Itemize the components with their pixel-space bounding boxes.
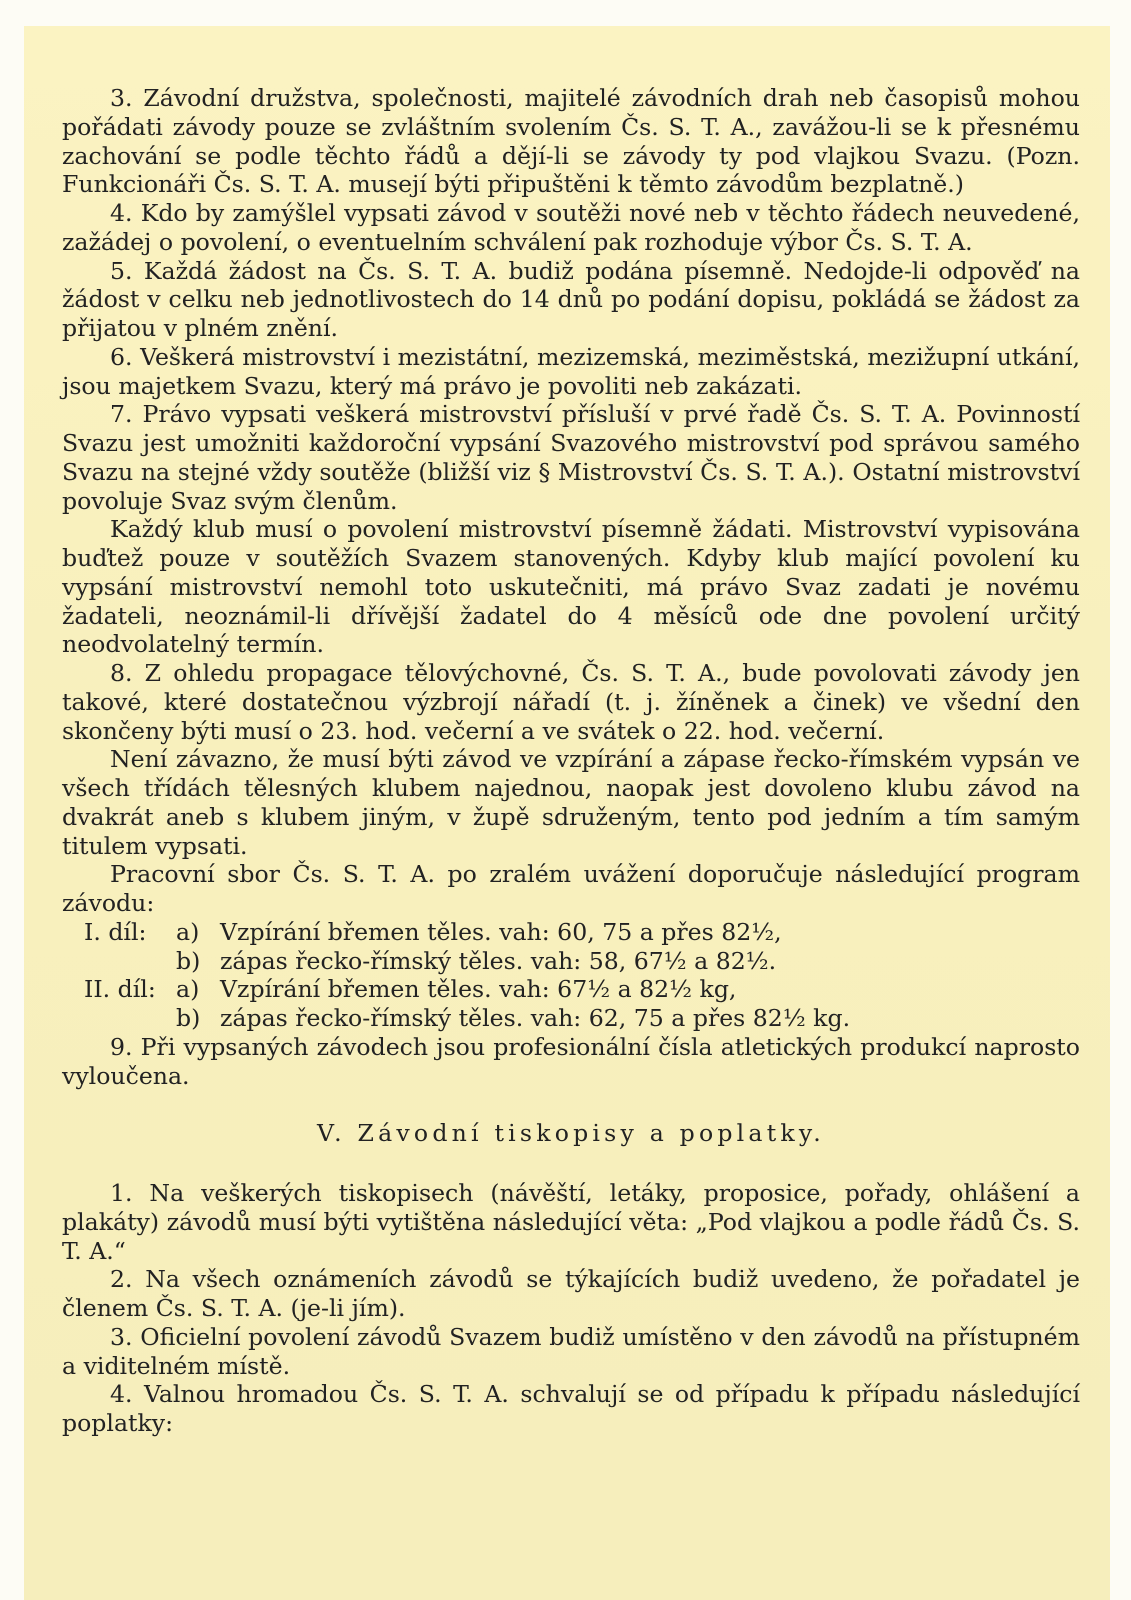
program-item-letter: b) — [176, 946, 201, 975]
program-line — [62, 947, 1080, 976]
paragraph-7-continued: Každý klub musí o povolení mistrovství písemně žádati. Mistrovství vypisována buďtež pouze v soutěžích Svazem stanovených. Kdyby klub mající povolení ku vypsání mistrovství nemohl toto uskutečniti, má právo Svaz zadati je novému žadateli, neoznámil-li dřívější žadatel do 4 měsíců ode dne povolení určitý neodvolatelný termín. — [62, 515, 1080, 659]
program-line — [62, 1004, 1080, 1033]
section-heading: V. Závodní tiskopisy a poplatky. — [317, 1119, 825, 1148]
program-list — [62, 918, 1080, 1033]
program-line — [62, 918, 1080, 947]
program-part-label: II. díl: — [84, 975, 156, 1004]
program-item-text: zápas řecko-římský těles. vah: 62, 75 a přes 82½ kg. — [220, 1004, 851, 1032]
paragraph-9: 9. Při vypsaných závodech jsou profesionální čísla atletických produkcí naprosto vyloučena. — [62, 1032, 1080, 1090]
paragraph-5: 5. Každá žádost na Čs. S. T. A. budiž podána písemně. Nedojde-li odpověď na žádost v celku neb jednotlivostech do 14 dnů po podání dopisu, pokládá se žádost za přijatou v plném znění. — [62, 256, 1080, 342]
book-page — [24, 26, 1110, 1600]
program-part-label: I. díl: — [84, 917, 147, 946]
paragraph-v1: 1. Na veškerých tiskopisech (návěští, letáky, proposice, pořady, ohlášení a plakáty) závodů musí býti vytištěna následující věta: „Pod vlajkou a podle řádů Čs. S. T. A.“ — [62, 1179, 1080, 1265]
program-line — [62, 975, 1080, 1004]
paragraph-v3: 3. Oficielní povolení závodů Svazem budiž umístěno v den závodů na přístupném a viditelném místě. — [62, 1322, 1080, 1380]
page-text — [62, 84, 1080, 1438]
paragraph-v2: 2. Na všech oznámeních závodů se týkajících budiž uvedeno, že pořadatel je členem Čs. S. T. A. (je-li jím). — [62, 1265, 1080, 1322]
program-item-text: Vzpírání břemen těles. vah: 67½ a 82½ kg, — [220, 975, 737, 1004]
paragraph-8: 8. Z ohledu propagace tělovýchovné, Čs. S. T. A., bude povolovati závody jen takové, které dostatečnou výzbrojí nářadí (t. j. žíněnek a činek) ve všední den skončeny býti musí o 23. hod. večerní a ve svátek o 22. hod. večerní. — [62, 659, 1080, 745]
program-item-letter: b) — [176, 1004, 201, 1032]
program-item-letter: a) — [176, 917, 200, 946]
program-intro: Pracovní sbor Čs. S. T. A. po zralém uvážení doporučuje následující program závodu: — [62, 860, 1080, 917]
paragraph-4: 4. Kdo by zamýšlel vypsati závod v soutěži nové neb v těchto řádech neuvedené, zažádej o povolení, o eventuelním schválení pak rozhoduje výbor Čs. S. T. A. — [62, 199, 1080, 256]
paragraph-7: 7. Právo vypsati veškerá mistrovství přísluší v prvé řadě Čs. S. T. A. Povinností Svazu jest umožniti každoroční vypsání Svazového mistrovství pod správou samého Svazu na stejné vždy soutěže (bližší viz § Mistrovství Čs. S. T. A.). Ostatní mistrovství povoluje Svaz svým členům. — [62, 400, 1080, 515]
program-item-text: Vzpírání břemen těles. vah: 60, 75 a přes 82½, — [220, 917, 782, 946]
paragraph-3: 3. Závodní družstva, společnosti, majitelé závodních drah neb časopisů mohou pořádati závody pouze se zvláštním svolením Čs. S. T. A., zavážou-li se k přesnému zachování se podle těchto řádů a dějí-li se závody ty pod vlajkou Svazu. (Pozn. Funkcionáři Čs. S. T. A. musejí býti připuštěni k těmto závodům bezplatně.) — [62, 84, 1080, 199]
program-item-text: zápas řecko-římský těles. vah: 58, 67½ a 82½. — [220, 946, 777, 975]
paragraph-v4: 4. Valnou hromadou Čs. S. T. A. schvalují se od případu k případu následující poplatky: — [62, 1380, 1080, 1437]
paragraph-6: 6. Veškerá mistrovství i mezistátní, mezizemská, meziměstská, mezižupní utkání, jsou majetkem Svazu, který má právo je povoliti neb zakázati. — [62, 342, 1080, 400]
program-item-letter: a) — [176, 975, 200, 1004]
paragraph-8-note: Není závazno, že musí býti závod ve vzpírání a zápase řecko-římském vypsán ve všech třídách tělesných klubem najednou, naopak jest dovoleno klubu závod na dvakrát aneb s klubem jiným, v župě sdruženým, tento pod jedním a tím samým titulem vypsati. — [62, 745, 1080, 860]
